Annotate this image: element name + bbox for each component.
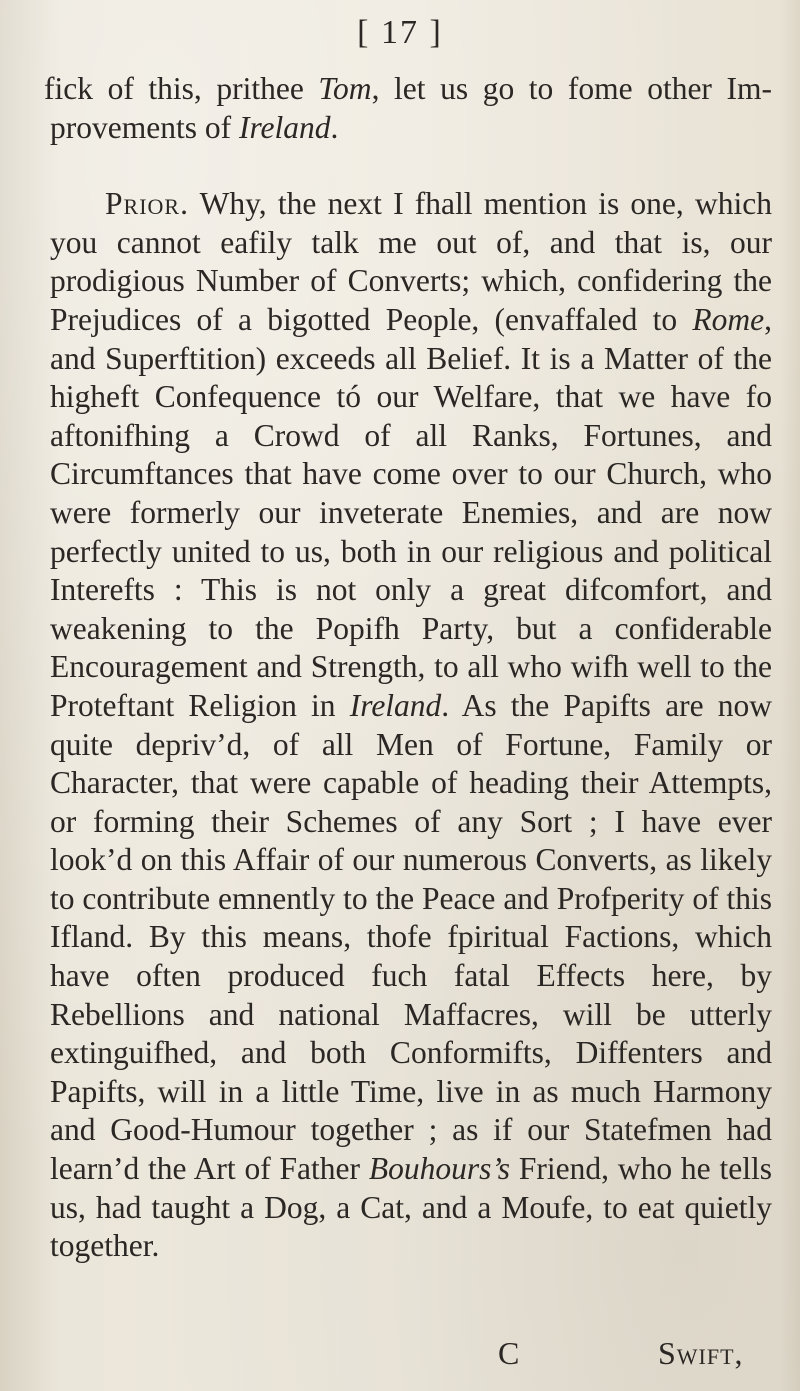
speaker-name: Prior. — [105, 186, 189, 222]
text-run: fick of this, prithee — [44, 71, 319, 106]
page-footer — [0, 1335, 800, 1379]
place-ireland: Ireland — [349, 687, 442, 723]
page-number: [ 17 ] — [357, 14, 443, 51]
place-rome: Rome — [692, 301, 765, 337]
text-run: . As the Papifts are now quite depriv’d, of all Men of Fortune, Family or Character, that were capable of heading their Attempts, or forming their Schemes of any Sort ; I have ever look’d on this Affair of our numerous Converts, as likely to contribute emnently to the Peace and Profperity of this Ifland. By this means, thofe fpiritual Factions, which have often produced fuch fatal Effects here, by Rebellions and national Maffacres, will be utterly extinguifhed, and both Conformifts, Diffenters and Papifts, will in a little Time, live in as much Harmony and Good-Humour together ; as if our Statefmen had learn’d the Art of Father — [50, 687, 772, 1187]
text-run: Why, the next I fhall mention is one, which you cannot eafily talk me out of, and that is, our prodigious Number of Converts; which, confidering the Prejudices of a bigotted People, (envaffaled to — [50, 186, 772, 337]
continuation-paragraph — [44, 70, 772, 147]
text-run: , and Superftition) exceeds all Belief. It is a Matter of the higheft Confequence tó our Welfare, that we have fo aftonifhing a Crowd of all Ranks, Fortunes, and Circumftances that have come over to our Church, who were formerly our inveterate Enemies, and are now perfectly united to us, both in our religious and political Interefts : This is not only a great difcomfort, and weakening to the Popifh Party, but a confiderable Encouragement and Strength, to all who wifh well to the Proteftant Religion in — [50, 301, 772, 723]
text-run: . — [330, 109, 339, 145]
name-tom: Tom — [318, 71, 372, 106]
prior-paragraph — [50, 185, 772, 1266]
catchword: Swift, — [658, 1335, 744, 1371]
signature-mark: C — [498, 1335, 520, 1371]
text-run: , let us go to fome other Im-provements of — [50, 71, 772, 145]
place-ireland: Ireland — [238, 109, 331, 145]
name-bouhours: Bouhours’s — [368, 1151, 511, 1187]
body-text — [44, 70, 772, 1266]
text-run: Friend, who he tells us, had taught a Dog, a Cat, and a Moufe, to eat quietly together. — [50, 1151, 772, 1264]
